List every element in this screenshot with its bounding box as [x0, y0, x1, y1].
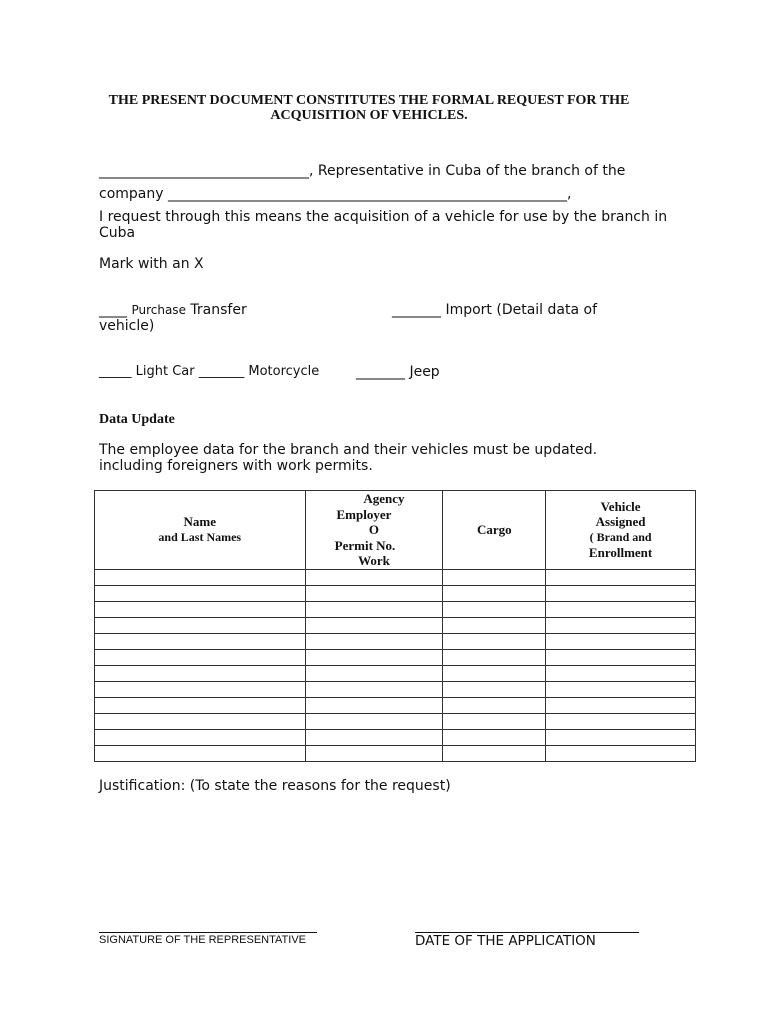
- table-row: [95, 665, 696, 681]
- import-option-continued: vehicle): [99, 318, 155, 334]
- table-row: [95, 745, 696, 761]
- table-cell: [95, 601, 306, 617]
- header-agency-line-3: O: [368, 522, 380, 537]
- header-agency-line-4: Permit No.: [334, 537, 396, 553]
- table-row: [95, 601, 696, 617]
- table-cell: [546, 665, 696, 681]
- table-cell: [443, 665, 546, 681]
- table-cell: [546, 745, 696, 761]
- table-cell: [95, 649, 306, 665]
- header-name-line-2: and Last Names: [158, 529, 242, 544]
- header-agency-line-5: Work: [358, 553, 390, 568]
- header-vehicle-line-4: Enrollment: [588, 545, 653, 561]
- table-cell: [95, 697, 306, 713]
- transfer-label: Transfer: [185, 302, 247, 318]
- table-cell: [95, 713, 306, 729]
- table-cell: [443, 585, 546, 601]
- table-cell: [443, 649, 546, 665]
- table-cell: [95, 585, 306, 601]
- header-name: [95, 491, 306, 570]
- header-vehicle-line-2: Assigned: [595, 514, 646, 530]
- request-line-1: I request through this means the acquisition of a vehicle for use by the branch in: [99, 209, 668, 225]
- purchase-transfer-option: [99, 302, 247, 318]
- table-cell: [95, 633, 306, 649]
- table-cell: [305, 633, 443, 649]
- date-label: DATE OF THE APPLICATION: [415, 933, 596, 949]
- table-cell: [95, 569, 306, 585]
- company-line: company _________________________________________________________,: [99, 186, 572, 202]
- header-vehicle-line-3: ( Brand and: [589, 529, 652, 544]
- import-option: _______ Import (Detail data of: [392, 302, 597, 318]
- header-vehicle-line-1: Vehicle: [600, 498, 641, 514]
- table-row: [95, 729, 696, 745]
- light-car-motorcycle-option: _____ Light Car _______ Motorcycle: [99, 364, 320, 379]
- signature-label: SIGNATURE OF THE REPRESENTATIVE: [99, 934, 306, 946]
- table-cell: [305, 649, 443, 665]
- table-cell: [546, 617, 696, 633]
- table-cell: [546, 601, 696, 617]
- title-line-2: ACQUISITION OF VEHICLES.: [270, 108, 468, 123]
- table-row: [95, 617, 696, 633]
- table-cell: [546, 713, 696, 729]
- table-row: [95, 681, 696, 697]
- mark-instruction: Mark with an X: [99, 256, 204, 272]
- table-row: [95, 633, 696, 649]
- purchase-blank: ____: [99, 302, 132, 318]
- purchase-label: Purchase: [131, 303, 186, 317]
- table-cell: [546, 649, 696, 665]
- table-cell: [443, 601, 546, 617]
- table-cell: [546, 633, 696, 649]
- table-cell: [443, 729, 546, 745]
- header-agency-line-1: Agency: [363, 491, 405, 506]
- table-row: [95, 697, 696, 713]
- table-cell: [443, 617, 546, 633]
- table-cell: [546, 729, 696, 745]
- header-agency: [305, 491, 443, 570]
- employee-table: [94, 490, 696, 762]
- table-cell: [95, 617, 306, 633]
- data-update-line-1: The employee data for the branch and their vehicles must be updated.: [99, 442, 598, 458]
- justification-label: Justification: (To state the reasons for the request): [99, 778, 451, 794]
- table-cell: [305, 697, 443, 713]
- document-title: [94, 93, 644, 123]
- title-line-1: THE PRESENT DOCUMENT CONSTITUTES THE FORMAL REQUEST FOR THE: [108, 93, 630, 108]
- table-cell: [305, 585, 443, 601]
- table-cell: [443, 713, 546, 729]
- table-cell: [95, 729, 306, 745]
- header-vehicle: [546, 491, 696, 570]
- request-line-2: Cuba: [99, 225, 136, 241]
- table-cell: [546, 569, 696, 585]
- signature-line: [99, 932, 317, 933]
- table-row: [95, 585, 696, 601]
- table-cell: [95, 745, 306, 761]
- table-cell: [546, 697, 696, 713]
- table-cell: [305, 617, 443, 633]
- table-cell: [95, 681, 306, 697]
- table-cell: [305, 745, 443, 761]
- table-cell: [443, 569, 546, 585]
- header-agency-line-2: Employer: [336, 506, 392, 522]
- table-cell: [443, 633, 546, 649]
- table-header-row: [95, 491, 696, 570]
- table-row: [95, 649, 696, 665]
- representative-line: ______________________________, Representative in Cuba of the branch of the: [99, 163, 626, 179]
- table-cell: [305, 713, 443, 729]
- data-update-line-2: including foreigners with work permits.: [99, 458, 373, 474]
- table-cell: [95, 665, 306, 681]
- header-name-line-1: Name: [183, 514, 217, 530]
- table-row: [95, 569, 696, 585]
- table-cell: [546, 585, 696, 601]
- header-cargo: Cargo: [443, 491, 546, 570]
- table-cell: [305, 665, 443, 681]
- data-update-heading: Data Update: [99, 412, 175, 427]
- table-cell: [305, 729, 443, 745]
- table-cell: [443, 681, 546, 697]
- table-cell: [305, 601, 443, 617]
- jeep-option: _______ Jeep: [356, 364, 440, 380]
- table-cell: [305, 569, 443, 585]
- table-cell: [546, 681, 696, 697]
- table-cell: [443, 697, 546, 713]
- table-row: [95, 713, 696, 729]
- table-cell: [305, 681, 443, 697]
- table-cell: [443, 745, 546, 761]
- employee-table-body: [95, 569, 696, 761]
